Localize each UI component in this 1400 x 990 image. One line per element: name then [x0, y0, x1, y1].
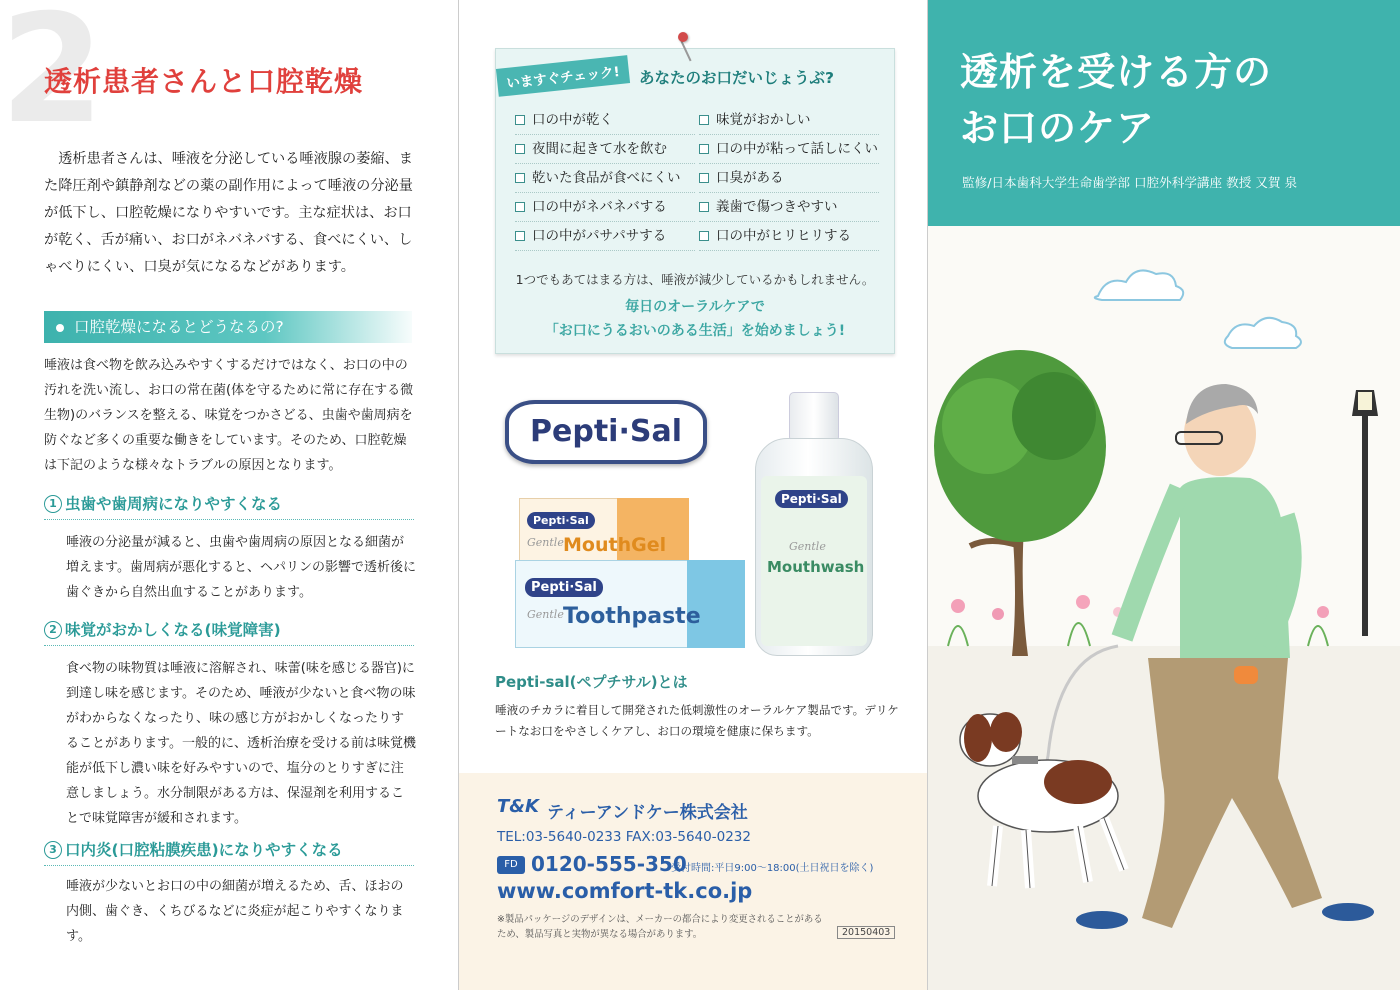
subheading-bar [44, 311, 412, 343]
checklist-cta-line1: 毎日のオーラルケアで [625, 299, 765, 315]
section-title: 透析患者さんと口腔乾燥 [44, 65, 364, 98]
check-item: 味覚がおかしい [699, 106, 879, 135]
mouthgel-gentle: Gentle [527, 536, 564, 549]
company-tel-fax: TEL:03-5640-0233 FAX:03-5640-0232 [497, 829, 751, 845]
panel-dry-mouth [0, 0, 458, 990]
company-name: ティーアンドケー株式会社 [547, 803, 748, 823]
toothpaste-name: Toothpaste [563, 604, 701, 629]
checkbox-icon [699, 173, 709, 183]
item-body-3: 唾液が少ないとお口の中の細菌が増えるため、舌、ほおの内側、歯ぐき、くちびるなどに炎症が起こりやすくなります。 [66, 879, 404, 944]
check-item: 口の中がパサパサする [515, 222, 695, 251]
item-heading-3 [44, 838, 414, 866]
mouthwash-name: Mouthwash [767, 558, 865, 576]
document-code: 20150403 [837, 926, 895, 939]
checklist-note: 1つでもあてはまる方は、唾液が減少しているかもしれません。 [515, 272, 875, 287]
mouthwash-brand-logo: Pepti·Sal [775, 490, 848, 508]
tk-logo: T&K [497, 796, 539, 817]
section-number: 2 [0, 0, 105, 157]
check-item: 口の中がネバネバする [515, 193, 695, 222]
pepti-sal-logo: Pepti·Sal [505, 400, 707, 464]
check-item: 口の中がヒリヒリする [699, 222, 879, 251]
check-tag: いますぐチェック! [496, 55, 630, 97]
circled-number-icon: 2 [44, 621, 62, 639]
package-note: ※製品パッケージのデザインは、メーカーの都合により変更されることがあるため、製品写真と実物が異なる場合があります。 [497, 914, 823, 940]
item-body-1: 唾液の分泌量が減ると、虫歯や歯周病の原因となる細菌が増えます。歯周病が悪化すると、ヘパリンの影響で透析後に歯ぐきから自然出血することがあります。 [66, 535, 416, 600]
item-body-2: 食べ物の味物質は唾液に溶解され、味蕾(味を感じる器官)に到達し味を感じます。そのため、唾液が少ないと食べ物の味がわからなくなったり、味の感じ方がおかしくなったりすることがあります。一般的に、透析治療を受ける前は味覚機能が低下し濃い味を好みやすいので、塩分のとりすぎに注意しましょう。水分制限がある方は、保湿剤を利用することで味覚障害が緩和されます。 [66, 661, 416, 826]
check-item: 夜間に起きて水を飲む [515, 135, 695, 164]
pushpin-icon [678, 32, 688, 42]
cloud-icon [1095, 270, 1301, 348]
cover-title-line1: 透析を受ける方の [960, 50, 1273, 94]
checkbox-icon [699, 115, 709, 125]
checkbox-icon [699, 231, 709, 241]
free-dial-number[interactable]: 0120-555-350 [531, 852, 687, 876]
checkbox-icon [515, 173, 525, 183]
mouthwash-gentle: Gentle [789, 540, 826, 553]
checkbox-icon [515, 144, 525, 154]
toothpaste-gentle: Gentle [527, 608, 564, 621]
toothpaste-brand-logo: Pepti·Sal [525, 578, 603, 597]
mouthwash-cap [789, 392, 839, 442]
panel-checklist-products [458, 0, 928, 990]
circled-number-icon: 1 [44, 495, 62, 513]
subheading-text: 口腔乾燥になるとどうなるの? [74, 318, 284, 336]
item-heading-2 [44, 618, 414, 646]
mouthgel-box-side [617, 498, 689, 568]
supervisor-credit: 監修/日本歯科大学生命歯学部 口腔外科学講座 教授 又賀 泉 [962, 175, 1298, 190]
free-dial-icon: FD [497, 856, 525, 874]
check-item: 乾いた食品が食べにくい [515, 164, 695, 193]
check-item: 義歯で傷つきやすい [699, 193, 879, 222]
product-description: 唾液のチカラに着目して開発された低刺激性のオーラルケア製品です。デリケートなお口をやさしくケアし、お口の環境を健康に保ちます。 [495, 703, 899, 738]
item-heading-text: 味覚がおかしくなる(味覚障害) [65, 621, 281, 639]
bullet-dot-icon [56, 324, 64, 332]
item-heading-text: 口内炎(口腔粘膜疾患)になりやすくなる [65, 841, 343, 859]
walking-illustration [928, 226, 1400, 990]
circled-number-icon: 3 [44, 841, 62, 859]
checkbox-icon [515, 115, 525, 125]
checklist-title: あなたのお口だいじょうぶ? [639, 69, 834, 87]
body-paragraph: 唾液は食べ物を飲み込みやすくするだけではなく、お口の中の汚れを洗い流し、お口の常在菌(体を守るために常に存在する微生物)のバランスを整える、味覚をつかさどる、虫歯や歯周病を防ぐなど多くの重要な働きをしています。そのため、口腔乾燥は下記のような様々なトラブルの原因となります。 [44, 358, 414, 473]
reception-hours: 受付時間:平日9:00～18:00(土日祝日を除く) [671, 863, 874, 874]
check-item: 口の中が乾く [515, 106, 695, 135]
checkbox-icon [699, 144, 709, 154]
intro-paragraph: 透析患者さんは、唾液を分泌している唾液腺の萎縮、また降圧剤や鎮静剤などの薬の副作用によって唾液の分泌量が低下し、口腔乾燥になりやすいです。主な症状は、お口が乾く、舌が痛い、お口がネバネバする、食べにくい、しゃべりにくい、口臭が気になるなどがあります。 [44, 151, 413, 275]
item-heading-1 [44, 492, 414, 520]
check-item: 口の中が粘って話しにくい [699, 135, 879, 164]
checkbox-icon [699, 202, 709, 212]
product-title: Pepti-sal(ペプチサル)とは [495, 673, 688, 691]
mouthgel-name: MouthGel [563, 534, 667, 556]
checklist-cta-line2: 「お口にうるおいのある生活」を始めましょう! [544, 323, 846, 339]
cover-title [960, 44, 1272, 156]
panel-cover [928, 0, 1400, 990]
mouthgel-brand-logo: Pepti·Sal [527, 512, 595, 529]
cover-title-line2: お口のケア [960, 106, 1156, 150]
check-item: 口臭がある [699, 164, 879, 193]
company-website-link[interactable]: www.comfort-tk.co.jp [497, 879, 753, 903]
checkbox-icon [515, 231, 525, 241]
street-lamp-icon [1352, 390, 1378, 636]
item-heading-text: 虫歯や歯周病になりやすくなる [65, 495, 283, 513]
checkbox-icon [515, 202, 525, 212]
